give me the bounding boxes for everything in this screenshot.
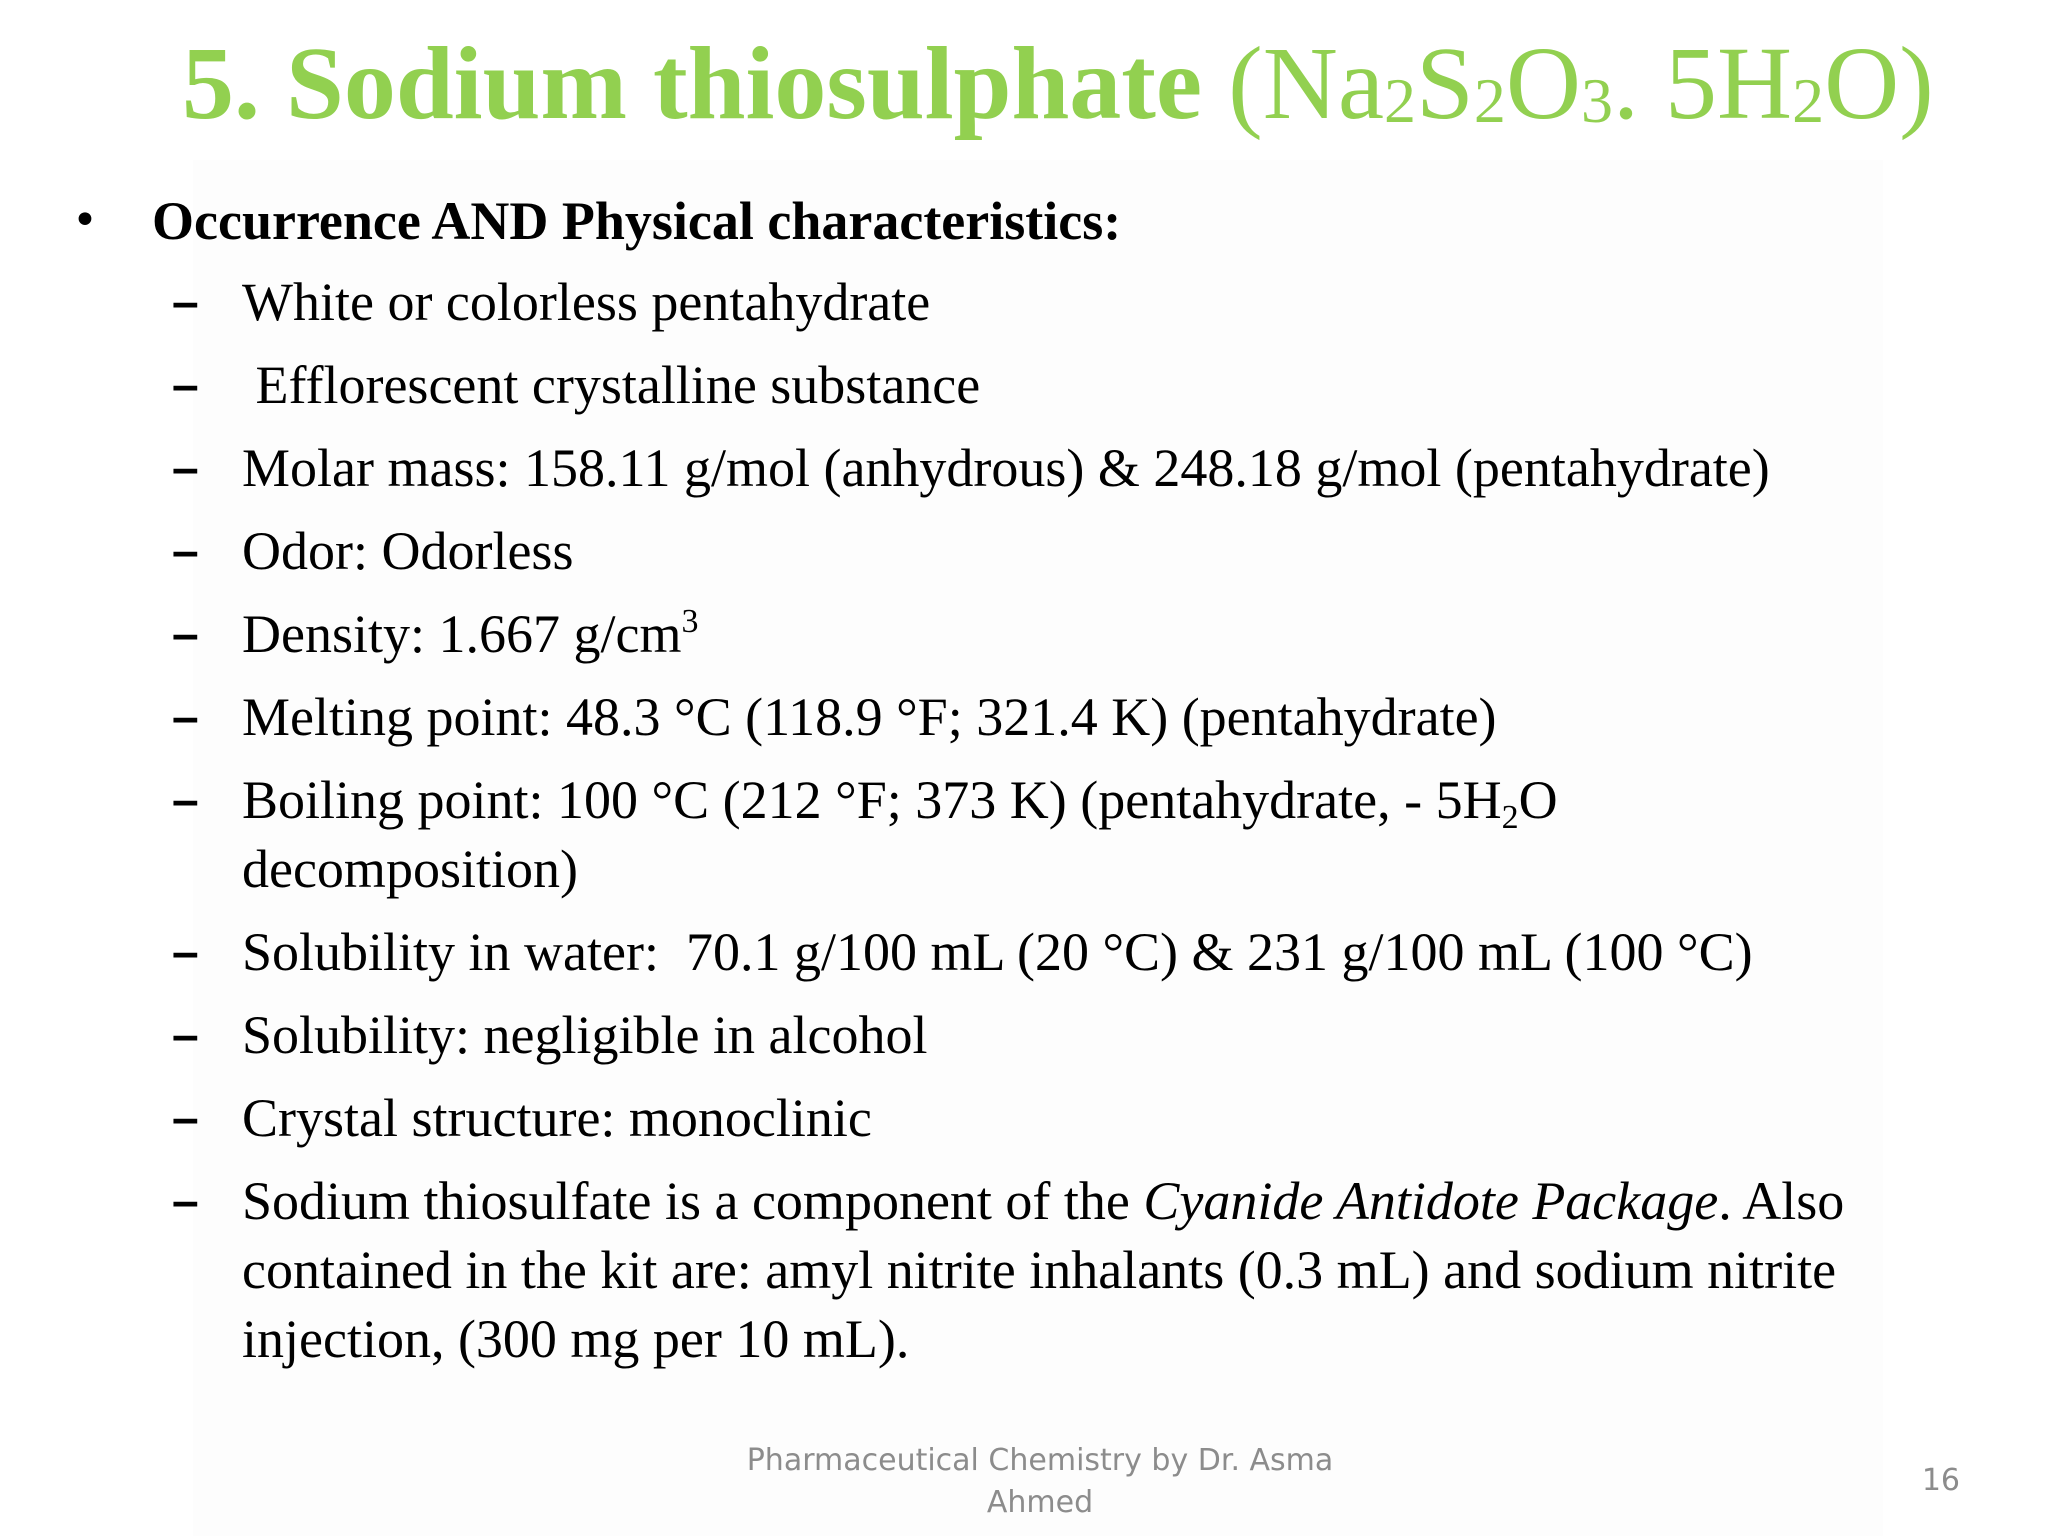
formula-part: (Na	[1228, 26, 1384, 141]
item-text	[242, 766, 1722, 904]
item-text-part: Density: 1.667 g/cm	[242, 604, 682, 664]
footer-line: Ahmed	[986, 1485, 1094, 1520]
list-item	[172, 918, 1972, 987]
dash-marker: –	[172, 1092, 199, 1145]
title-formula	[1228, 26, 1934, 141]
dash-marker: –	[172, 276, 199, 329]
list-item	[172, 1001, 1972, 1070]
item-text	[242, 1167, 1942, 1374]
italic-text: Cyanide Antidote Package	[1143, 1171, 1719, 1231]
dash-marker: –	[172, 1175, 199, 1228]
item-text	[242, 600, 1972, 669]
formula-part: S	[1416, 26, 1474, 141]
item-text-part: O decomposition)	[242, 770, 1558, 899]
item-text: White or colorless pentahydrate	[242, 272, 931, 332]
item-text: Molar mass: 158.11 g/mol (anhydrous) & 248.18 g/mol (pentahydrate)	[242, 438, 1770, 498]
title-main: 5. Sodium thiosulphate	[182, 26, 1229, 141]
superscript: 3	[681, 603, 699, 640]
formula-subscript: 3	[1580, 65, 1613, 136]
dash-marker: –	[172, 926, 199, 979]
formula-subscript: 2	[1384, 65, 1416, 136]
item-text-part: Sodium thiosulfate is a component of the	[242, 1171, 1144, 1231]
list-item	[172, 351, 1972, 420]
formula-part: . 5H	[1612, 26, 1793, 141]
dash-marker: –	[172, 359, 199, 412]
dash-marker: –	[172, 608, 199, 661]
property-list	[172, 268, 1972, 1388]
list-item	[172, 600, 1972, 669]
formula-part: O	[1505, 26, 1581, 141]
dash-marker: –	[172, 691, 199, 744]
item-text: Melting point: 48.3 °C (118.9 °F; 321.4 K) (pentahydrate)	[242, 687, 1497, 747]
dash-marker: –	[172, 1009, 199, 1062]
item-text-part: . Also contained in the kit are: amyl nitrite inhalants (0.3 mL) and sodium nitrite injection, (300 mg per 10 mL).	[242, 1171, 1845, 1369]
footer-author	[740, 1440, 1340, 1524]
item-text: Solubility: negligible in alcohol	[242, 1005, 928, 1065]
list-item	[172, 766, 1972, 904]
item-text: Odor: Odorless	[242, 521, 574, 581]
bullet-heading: Occurrence AND Physical characteristics:	[152, 191, 1122, 251]
formula-subscript: 2	[1792, 65, 1825, 136]
list-item	[172, 517, 1972, 586]
dash-marker: –	[172, 525, 199, 578]
list-item	[172, 1167, 1972, 1374]
page-number: 16	[1921, 1463, 1960, 1498]
item-text-part: Boiling point: 100 °C (212 °F; 373 K) (pentahydrate, - 5H	[242, 770, 1502, 830]
item-text: Crystal structure: monoclinic	[242, 1088, 872, 1148]
footer-line: Pharmaceutical Chemistry by Dr. Asma	[746, 1443, 1334, 1478]
list-item	[172, 683, 1972, 752]
dash-marker: –	[172, 774, 199, 827]
main-bullet	[72, 186, 1121, 256]
list-item	[172, 1084, 1972, 1153]
item-text: Solubility in water: 70.1 g/100 mL (20 °C) & 231 g/100 mL (100 °C)	[242, 922, 1753, 982]
slide-title	[182, 14, 1982, 167]
subscript: 2	[1501, 799, 1519, 836]
dash-marker: –	[172, 442, 199, 495]
formula-subscript: 2	[1473, 65, 1506, 136]
list-item	[172, 434, 1972, 503]
list-item	[172, 268, 1972, 337]
formula-part: O)	[1824, 26, 1934, 141]
bullet-dot: •	[72, 195, 98, 246]
item-text: Efflorescent crystalline substance	[242, 355, 981, 415]
